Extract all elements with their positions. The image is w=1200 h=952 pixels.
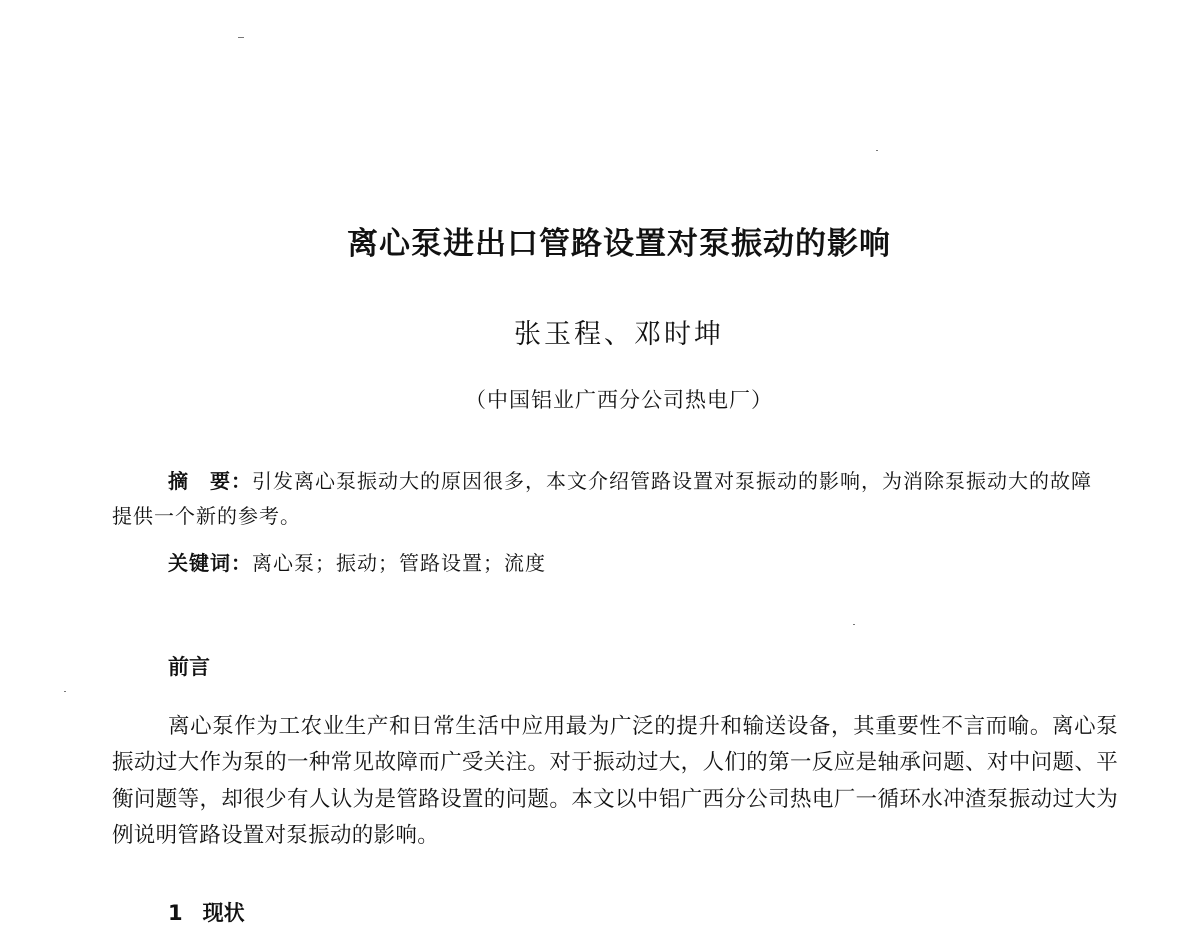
keywords-label: 关键词： bbox=[168, 551, 252, 575]
scan-speck bbox=[853, 624, 855, 625]
scan-speck bbox=[876, 150, 878, 151]
section-1-title: 现状 bbox=[202, 901, 245, 925]
scan-speck bbox=[238, 37, 244, 38]
preface-paragraph: 离心泵作为工农业生产和日常生活中应用最为广泛的提升和输送设备，其重要性不言而喻。离心泵振动过大作为泵的一种常见故障而广受关注。对于振动过大，人们的第一反应是轴承问题、对中问题、平衡问题等，却很少有人认为是管路设置的问题。本文以中铝广西分公司热电厂一循环水冲渣泵振动过大为例说明管路设置对泵振动的影响。 bbox=[112, 714, 1118, 848]
preface-heading: 前言 bbox=[168, 655, 210, 679]
keywords-text: 离心泵；振动；管路设置；流度 bbox=[252, 551, 546, 575]
keywords bbox=[168, 547, 546, 576]
abstract-label: 摘 要： bbox=[168, 469, 252, 493]
scan-speck bbox=[64, 691, 66, 692]
paper-title: 离心泵进出口管路设置对泵振动的影响 bbox=[347, 226, 891, 262]
paper-authors: 张玉程、邓时坤 bbox=[514, 319, 724, 350]
abstract bbox=[112, 464, 1112, 534]
paper-affiliation: （中国铝业广西分公司热电厂） bbox=[465, 388, 773, 412]
section-1-number: 1 bbox=[168, 901, 183, 925]
section-1-heading bbox=[168, 897, 245, 927]
abstract-text: 引发离心泵振动大的原因很多，本文介绍管路设置对泵振动的影响，为消除泵振动大的故障提供一个新的参考。 bbox=[112, 469, 1092, 528]
